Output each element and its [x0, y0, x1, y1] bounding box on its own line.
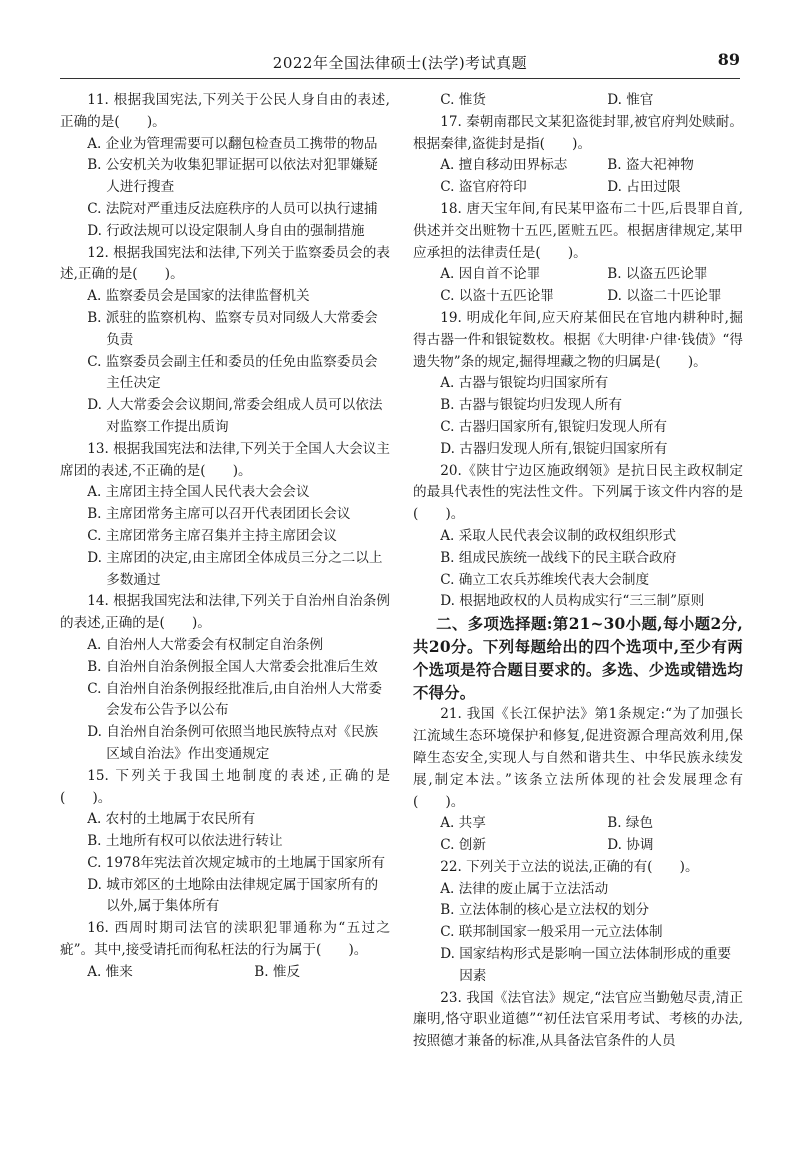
option-b: B. 以盗五匹论罪: [607, 266, 708, 283]
option-d: D. 以盗二十匹论罪: [607, 288, 722, 305]
question-stem: 13. 根据我国宪法和法律,下列关于全国人大会议主席团的表述,不正确的是( )。: [60, 440, 390, 479]
option-b: B. 自治州自治条例报全国人大常委会批准后生效: [87, 658, 378, 675]
option-b: B. 主席团常务主席可以召开代表团团长会议: [87, 506, 351, 523]
question-23: [413, 988, 743, 1053]
question-16: [60, 918, 390, 983]
option-b: B. 盗大祀神物: [607, 157, 694, 174]
question-11: [60, 90, 390, 243]
option-b: B. 立法体制的核心是立法权的划分: [440, 902, 650, 919]
option-c: C. 盗官府符印: [440, 179, 527, 196]
option-b: B. 惟反: [254, 963, 301, 980]
option-a: A. 监察委员会是国家的法律监督机关: [87, 288, 310, 305]
option-c: C. 联邦制国家一般采用一元立法体制: [440, 924, 663, 941]
option-b: B. 公安机关为收集犯罪证据可以依法对犯罪嫌疑人进行搜查: [87, 157, 378, 196]
option-d: D. 自治州自治条例可依照当地民族特点对《民族区域自治法》作出变通规定: [87, 724, 379, 762]
option-a: A. 主席团主持全国人民代表大会会议: [87, 484, 310, 501]
option-c: C. 古器归国家所有,银锭归发现人所有: [440, 418, 667, 435]
page-number: 89: [717, 50, 740, 69]
option-b: B. 古器与银锭均归发现人所有: [440, 397, 622, 414]
question-stem: 22. 下列关于立法的说法,正确的有( )。: [440, 858, 699, 875]
option-c: C. 1978年宪法首次规定城市的土地属于国家所有: [87, 854, 386, 871]
option-d: D. 古器归发现人所有,银锭归国家所有: [440, 440, 668, 457]
option-row: [440, 155, 743, 177]
option-d: D. 人大常委会会议期间,常委会组成人员可以依法对监察工作提出质询: [87, 397, 383, 435]
option-a: A. 采取人民代表会议制的政权组织形式: [440, 527, 677, 544]
question-stem: 14. 根据我国宪法和法律,下列关于自治州自治条例的表述,正确的是( )。: [60, 593, 390, 632]
question-stem: 19. 明成化年间,应天府某佃民在官地内耕种时,掘得古器一件和银锭数枚。根据《大明律·户律·钱债》“得遗失物”条的规定,掘得埋藏之物的归属是( )。: [413, 309, 743, 370]
option-c: C. 惟货: [440, 92, 486, 108]
question-stem: 12. 根据我国宪法和法律,下列关于监察委员会的表述,正确的是( )。: [60, 244, 390, 283]
section-heading: 二、多项选择题:第21~30小题,每小题2分,共20分。下列每题给出的四个选项中,至少有两个选项是符合题目要求的。多选、少选或错选均不得分。: [413, 615, 743, 702]
option-c: C. 主席团常务主席召集并主持主席团会议: [87, 527, 337, 544]
question-stem: 15. 下列关于我国土地制度的表述,正确的是( )。: [60, 767, 390, 806]
question-14: [60, 591, 390, 765]
question-18: [413, 199, 743, 308]
option-row: [440, 286, 743, 308]
running-header: [60, 48, 740, 79]
option-c: C. 以盗十五匹论罪: [440, 288, 554, 305]
option-a: A. 共享: [440, 815, 486, 832]
question-stem: 11. 根据我国宪法,下列关于公民人身自由的表述,正确的是( )。: [60, 92, 390, 130]
question-21: [413, 704, 743, 857]
option-a: A. 企业为管理需要可以翻包检查员工携带的物品: [87, 135, 378, 152]
question-stem: 17. 秦朝南郡民文某犯盗徙封罪,被官府判处赎耐。根据秦律,盗徙封是指( )。: [413, 113, 743, 152]
left-column: [60, 90, 390, 984]
question-15: [60, 766, 390, 919]
option-b: B. 组成民族统一战线下的民主联合政府: [440, 549, 677, 566]
option-d: D. 占田过限: [607, 179, 681, 196]
question-19: [413, 308, 743, 461]
question-17: [413, 112, 743, 199]
right-column: [413, 90, 743, 1053]
option-d: D. 主席团的决定,由主席团全体成员三分之二以上多数通过: [87, 549, 383, 588]
question-stem: 20.《陕甘宁边区施政纲领》是抗日民主政权制定的最具代表性的宪法性文件。下列属于该文件内容的是( )。: [413, 462, 743, 523]
option-c: C. 法院对严重违反法庭秩序的人员可以执行逮捕: [87, 200, 378, 217]
option-row: [87, 962, 390, 984]
option-row: [440, 813, 743, 835]
option-row: [440, 835, 743, 857]
option-b: B. 绿色: [607, 815, 654, 832]
question-12: [60, 243, 390, 439]
question-16-continued: [413, 90, 743, 112]
header-title: 2022年全国法律硕士(法学)考试真题: [272, 54, 528, 72]
option-d: D. 行政法规可以设定限制人身自由的强制措施: [87, 222, 365, 239]
option-c: C. 监察委员会副主任和委员的任免由监察委员会主任决定: [87, 353, 378, 392]
option-a: A. 因自首不论罪: [440, 266, 541, 283]
option-c: C. 创新: [440, 837, 486, 854]
option-a: A. 法律的废止属于立法活动: [440, 880, 609, 897]
option-d: D. 根据地政权的人员构成实行“三三制”原则: [440, 593, 705, 610]
option-c: C. 自治州自治条例报经批准后,由自治州人大常委会发布公告予以公布: [87, 680, 382, 719]
option-d: D. 协调: [607, 837, 654, 854]
option-a: A. 擅自移动田界标志: [440, 157, 568, 174]
question-stem: 21. 我国《长江保护法》第1条规定:“为了加强长江流域生态环境保护和修复,促进资源合理高效利用,保障生态安全,实现人与自然和谐共生、中华民族永续发展,制定本法。”该条立法所体现的社会发展理念有( )。: [413, 706, 743, 810]
question-stem: 16. 西周时期司法官的渎职犯罪通称为“五过之疵”。其中,接受请托而徇私枉法的行为属于( )。: [60, 920, 390, 959]
option-row: [440, 264, 743, 286]
option-row: [440, 90, 743, 112]
question-13: [60, 439, 390, 592]
option-a: A. 古器与银锭均归国家所有: [440, 375, 609, 392]
option-d: D. 城市郊区的土地除由法律规定属于国家所有的以外,属于集体所有: [87, 876, 379, 915]
option-c: C. 确立工农兵苏维埃代表大会制度: [440, 571, 650, 588]
option-b: B. 土地所有权可以依法进行转让: [87, 833, 283, 850]
option-b: B. 派驻的监察机构、监察专员对同级人大常委会负责: [87, 309, 378, 348]
option-a: A. 自治州人大常委会有权制定自治条例: [87, 636, 324, 653]
question-22: [413, 857, 743, 988]
question-20: [413, 461, 743, 614]
question-stem: 18. 唐天宝年间,有民某甲盗布二十匹,后畏罪自首,供述并交出赃物十五匹,匿赃五匹。根据唐律规定,某甲应承担的法律责任是( )。: [413, 200, 743, 261]
option-a: A. 农村的土地属于农民所有: [87, 811, 256, 828]
option-d: D. 国家结构形式是影响一国立法体制形成的重要因素: [440, 946, 732, 984]
option-d: D. 惟官: [607, 92, 654, 108]
option-a: A. 惟来: [87, 963, 133, 980]
question-stem: 23. 我国《法官法》规定,“法官应当勤勉尽责,清正廉明,恪守职业道德”“初任法官采用考试、考核的办法,按照德才兼备的标准,从具备法官条件的人员: [413, 989, 743, 1050]
option-row: [440, 177, 743, 199]
